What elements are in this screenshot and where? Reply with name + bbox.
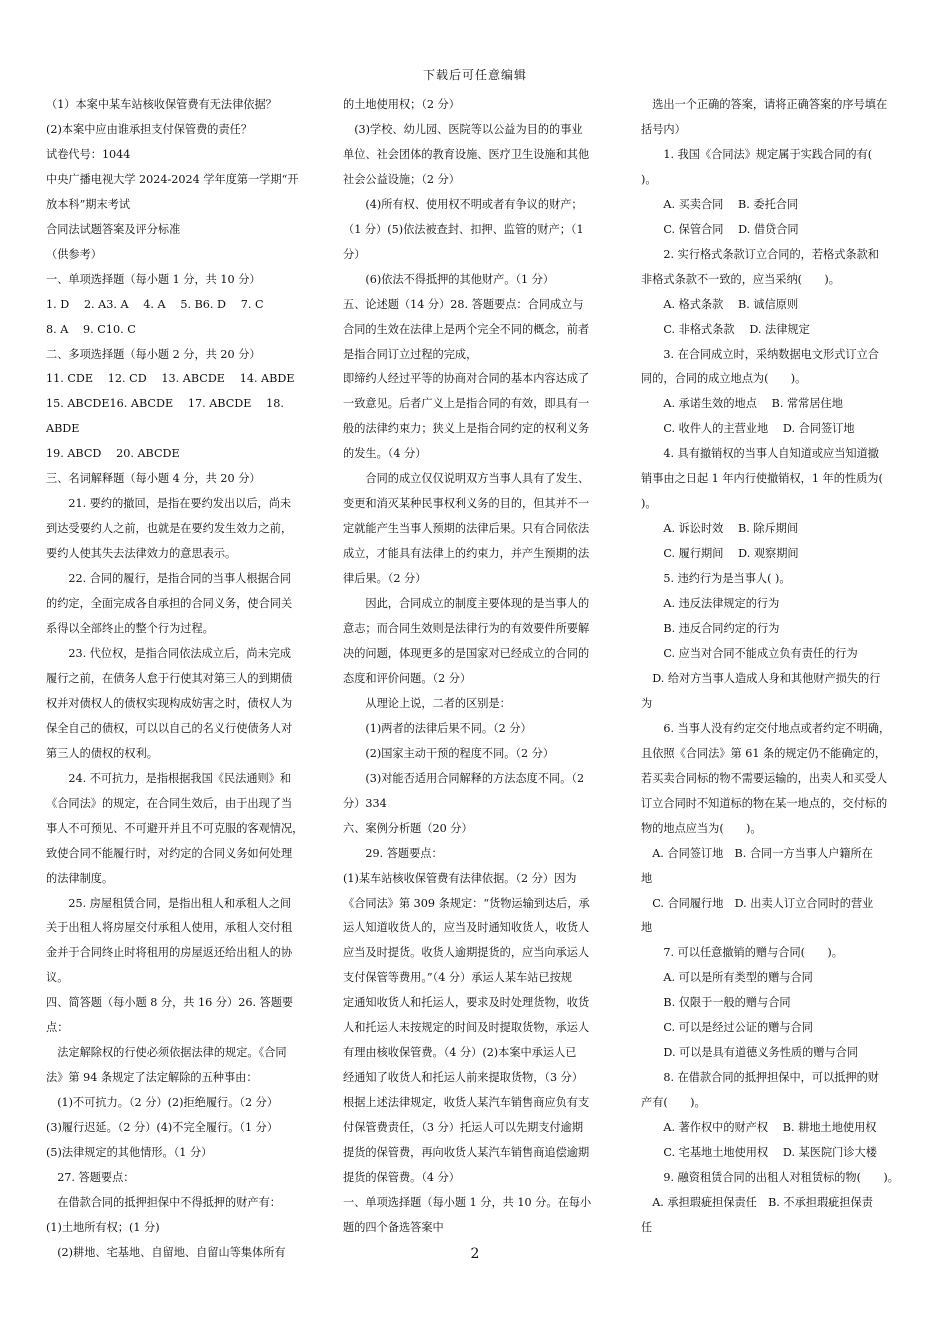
text-line: 8. 在借款合同的抵押担保中，可以抵押的财	[641, 1071, 879, 1085]
text-line: 4. 具有撤销权的当事人自知道或应当知道撤	[641, 447, 879, 461]
text-line: （1）本案中某车站核收保管费有无法律依据？	[46, 98, 277, 111]
text-line: 三、名词解释题（每小题 4 分，共 20 分）	[46, 472, 261, 486]
text-line: 24. 不可抗力，是指根据我国《民法通则》和	[46, 771, 292, 785]
text-line: (1)土地所有权；(1 分)	[46, 1220, 160, 1234]
text-line: 决的问题，体现更多的是国家对已经成立的合同的	[343, 646, 590, 660]
text-line: 根据上述法律规定，收货人某汽车销售商应负有支	[343, 1096, 590, 1110]
text-line: 选出一个正确的答案，请将正确答案的序号填在	[641, 98, 888, 111]
page-number: 2	[470, 1246, 480, 1262]
text-line: 成立，才能具有法律上的约束力，并产生预期的法	[343, 547, 590, 561]
text-line: 为	[641, 696, 653, 710]
text-line: 分）334	[343, 796, 387, 810]
text-line: （供参考）	[46, 247, 102, 261]
text-line: 点：	[46, 1021, 69, 1035]
text-line: (4)所有权、使用权不明或者有争议的财产；	[343, 197, 583, 211]
text-line: 销事由之日起 1 年内行使撤销权，1 年的性质为(	[641, 472, 883, 486]
text-line: C. 收件人的主营业地 D. 合同签订地	[641, 422, 855, 436]
text-line: 2. 实行格式条款订立合同的，若格式条款和	[641, 247, 879, 261]
text-line: 保全自己的债权，可以以自己的名义行使债务人对	[46, 721, 293, 735]
text-line: (3)对能否适用合同解释的方法态度不同。（2	[343, 771, 585, 785]
text-line: 定就能产生当事人预期的法律后果。只有合同依法	[343, 522, 590, 536]
text-line: 21. 要约的撤回，是指在要约发出以后，尚未	[46, 497, 292, 511]
text-line: 事人不可预见、不可避开并且不可克服的客观情况，	[46, 821, 304, 835]
text-line: (3)履行迟延。（2 分）(4)不完全履行。（1 分）	[46, 1121, 279, 1135]
text-line: 法》第 94 条规定了法定解除的五种事由：	[46, 1071, 258, 1085]
text-line: 《合同法》第 309 条规定：“货物运输到达后，承	[343, 896, 590, 910]
text-column-left	[46, 93, 312, 1266]
text-line: 试卷代号：1044	[46, 147, 131, 161]
text-line: 中央广播电视大学 2024-2024 学年度第一学期“开	[46, 172, 299, 186]
text-line: (2)本案中应由谁承担支付保管费的责任？	[46, 122, 253, 136]
text-line: 23. 代位权，是指合同依法成立后，尚未完成	[46, 646, 292, 660]
text-line: A. 可以是所有类型的赠与合同	[641, 971, 813, 985]
text-line: 履行之前，在债务人怠于行使其对第三人的到期债	[46, 671, 293, 685]
text-line: 致使合同不能履行时，对约定的合同义务如何处理	[46, 846, 293, 860]
text-line: C. 非格式条款 D. 法律规定	[641, 322, 810, 336]
text-line: 法定解除权的行使必须依据法律的规定。《合同	[46, 1046, 287, 1060]
text-line: 一、单项选择题（每小题 1 分，共 10 分）	[46, 272, 261, 286]
text-line: C. 合同履行地 D. 出卖人订立合同时的营业	[641, 896, 874, 910]
text-line: (2)国家主动干预的程度不同。（2 分）	[343, 746, 555, 760]
text-line: 且依照《合同法》第 61 条的规定仍不能确定的，	[641, 746, 887, 760]
text-line: D. 可以是具有道德义务性质的赠与合同	[641, 1046, 859, 1060]
text-line: 付保管费责任，（3 分）托运人可以先期支付逾期	[343, 1121, 584, 1135]
text-line: 般的法律约束力；狭义上是指合同约定的权利义务	[343, 422, 590, 436]
text-line: C. 可以是经过公证的赠与合同	[641, 1021, 813, 1035]
text-line: 从理论上说，二者的区别是：	[343, 696, 511, 710]
text-line: 社会公益设施；（2 分）	[343, 172, 460, 186]
text-line: )。	[641, 172, 657, 186]
text-line: (1)某车站核收保管费有法律依据。（2 分）因为	[343, 871, 577, 885]
text-line: 分）	[343, 247, 366, 261]
text-line: 即缔约人经过平等的协商对合同的基本内容达成了	[343, 372, 590, 386]
text-line: A. 承担瑕疵担保责任 B. 不承担瑕疵担保责	[641, 1195, 873, 1209]
text-line: 第三人的债权的权利。	[46, 746, 158, 760]
text-line: 要约人使其失去法律效力的意思表示。	[46, 547, 237, 561]
text-line: A. 合同签订地 B. 合同一方当事人户籍所在	[641, 846, 873, 860]
text-line: 定通知收货人和托运人，要求及时处理货物，收货	[343, 996, 590, 1010]
text-line: 放本科”期末考试	[46, 197, 131, 211]
text-line: A. 格式条款 B. 诚信原则	[641, 297, 799, 311]
text-line: 29. 答题要点：	[343, 846, 443, 860]
text-line: )。	[641, 497, 657, 511]
text-line: 四、简答题（每小题 8 分，共 16 分）26. 答题要	[46, 996, 294, 1010]
text-line: （1 分）(5)依法被查封、扣押、监管的财产；（1	[343, 222, 584, 236]
text-line: (3)学校、幼儿园、医院等以公益为目的的事业	[343, 122, 583, 136]
text-line: 提货的保管费，再向收货人某汽车销售商追偿逾期	[343, 1146, 590, 1160]
text-line: 产有( )。	[641, 1096, 706, 1110]
text-line: 运人知道收货人的，应当及时通知收货人，收货人	[343, 921, 590, 935]
text-line: 非格式条款不一致的，应当采纳( )。	[641, 272, 840, 286]
text-line: 变更和消灭某种民事权利义务的目的，但其并不一	[343, 497, 590, 511]
text-line: C. 应当对合同不能成立负有责任的行为	[641, 646, 858, 660]
text-line: 的土地使用权；（2 分）	[343, 98, 460, 111]
text-line: C. 宅基地土地使用权 D. 某医院门诊大楼	[641, 1146, 877, 1160]
text-line: 五、论述题（14 分）28. 答题要点：合同成立与	[343, 297, 584, 311]
text-line: 订立合同时不知道标的物在某一地点的，交付标的	[641, 796, 888, 810]
text-column-right	[641, 93, 907, 1241]
text-line: B. 违反合同约定的行为	[641, 622, 780, 636]
text-line: 9. 融资租赁合同的出租人对租赁标的物( )。	[641, 1170, 899, 1184]
text-line: 物的地点应当为( )。	[641, 821, 762, 835]
text-line: 权并对债权人的债权实现构成妨害之时，债权人为	[46, 696, 293, 710]
text-line: 议。	[46, 971, 69, 985]
text-line: 题的四个备选答案中	[343, 1220, 444, 1234]
text-line: 有理由核收保管费。（4 分）(2)本案中承运人已	[343, 1046, 577, 1060]
text-line: 15. ABCDE16. ABCDE 17. ABCDE 18. ABDE	[46, 397, 284, 436]
text-line: 态度和评价问题。（2 分）	[343, 671, 472, 685]
text-line: 3. 在合同成立时，采纳数据电文形式订立合	[641, 347, 879, 361]
text-line: 27. 答题要点：	[46, 1170, 135, 1184]
text-line: 是指合同订立过程的完成，	[343, 347, 478, 361]
text-line: A. 著作权中的财产权 B. 耕地土地使用权	[641, 1121, 877, 1135]
text-line: 律后果。（2 分）	[343, 572, 427, 586]
text-line: 应当及时提货。收货人逾期提货的，应当向承运人	[343, 946, 590, 960]
text-line: 在借款合同的抵押担保中不得抵押的财产有：	[46, 1195, 281, 1209]
text-line: 金并于合同终止时将租用的房屋返还给出租人的协	[46, 946, 293, 960]
text-line: B. 仅限于一般的赠与合同	[641, 996, 791, 1010]
text-line: 经通知了收货人和托运人前来提取货物，（3 分）	[343, 1071, 584, 1085]
text-line: (1)不可抗力。（2 分）(2)拒绝履行。（2 分）	[46, 1096, 279, 1110]
text-line: 一、单项选择题（每小题 1 分，共 10 分。在每小	[343, 1195, 592, 1209]
text-line: A. 买卖合同 B. 委托合同	[641, 197, 799, 211]
text-line: 地	[641, 871, 653, 885]
text-line: C. 保管合同 D. 借贷合同	[641, 222, 799, 236]
text-line: 的约定，全面完成各自承担的合同义务，使合同关	[46, 597, 293, 611]
text-line: 若买卖合同标的物不需要运输的，出卖人和买受人	[641, 771, 888, 785]
text-line: A. 承诺生效的地点 B. 常常居住地	[641, 397, 843, 411]
text-line: 意志；而合同生效则是法律行为的有效要件所要解	[343, 622, 590, 636]
text-line: 的法律制度。	[46, 871, 114, 885]
text-line: 《合同法》的规定，在合同生效后，由于出现了当	[46, 796, 293, 810]
text-line: 1. 我国《合同法》规定属于实践合同的有(	[641, 147, 873, 161]
text-line: 提货的保管费。（4 分）	[343, 1170, 460, 1184]
text-line: 的发生。（4 分）	[343, 447, 427, 461]
text-line: 到达受要约人之前，也就是在要约发生效力之前，	[46, 522, 293, 536]
text-line: 二、多项选择题（每小题 2 分，共 20 分）	[46, 347, 261, 361]
text-line: 6. 当事人没有约定交付地点或者约定不明确，	[641, 721, 891, 735]
text-line: 关于出租人将房屋交付承租人使用，承租人交付租	[46, 921, 293, 935]
text-line: (1)两者的法律后果不同。（2 分）	[343, 721, 532, 735]
text-line: 人和托运人未按规定的时间及时提取货物，承运人	[343, 1021, 590, 1035]
text-line: 19. ABCD 20. ABCDE	[46, 447, 180, 461]
text-line: 22. 合同的履行，是指合同的当事人根据合同	[46, 572, 292, 586]
text-line: 括号内）	[641, 122, 686, 136]
text-line: D. 给对方当事人造成人身和其他财产损失的行	[641, 671, 881, 685]
text-line: 合同的生效在法律上是两个完全不同的概念，前者	[343, 322, 590, 336]
text-line: A. 诉讼时效 B. 除斥期间	[641, 522, 799, 536]
text-line: 同的，合同的成立地点为( )。	[641, 372, 807, 386]
text-line: 1. D 2. A3. A 4. A 5. B6. D 7. C	[46, 297, 264, 311]
text-line: A. 违反法律规定的行为	[641, 597, 780, 611]
text-line: 因此，合同成立的制度主要体现的是当事人的	[343, 597, 590, 611]
text-line: C. 履行期间 D. 观察期间	[641, 547, 799, 561]
text-line: 一致意见。后者广义上是指合同的有效，即具有一	[343, 397, 590, 411]
text-line: 7. 可以任意撤销的赠与合同( )。	[641, 946, 843, 960]
text-line: 任	[641, 1220, 653, 1234]
text-line: 5. 违约行为是当事人( )。	[641, 572, 791, 586]
text-line: 合同的成立仅仅说明双方当事人具有了发生、	[343, 472, 590, 486]
text-line: 支付保管等费用。”（4 分）承运人某车站已按规	[343, 971, 572, 985]
text-line: 8. A 9. C10. C	[46, 322, 136, 336]
text-line: (6)依法不得抵押的其他财产。（1 分）	[343, 272, 555, 286]
text-column-middle	[343, 93, 609, 1241]
text-line: 六、案例分析题（20 分）	[343, 821, 473, 835]
page-header: 下载后可任意编辑	[422, 68, 527, 82]
text-line: 单位、社会团体的教育设施、医疗卫生设施和其他	[343, 147, 590, 161]
text-line: 系得以全部终止的整个行为过程。	[46, 622, 214, 636]
text-line: 地	[641, 921, 653, 935]
text-line: 11. CDE 12. CD 13. ABCDE 14. ABDE	[46, 372, 295, 386]
text-line: 合同法试题答案及评分标准	[46, 222, 181, 236]
text-line: 25. 房屋租赁合同，是指出租人和承租人之间	[46, 896, 292, 910]
text-line: (2)耕地、宅基地、自留地、自留山等集体所有	[46, 1245, 286, 1259]
text-line: (5)法律规定的其他情形。（1 分）	[46, 1146, 213, 1160]
